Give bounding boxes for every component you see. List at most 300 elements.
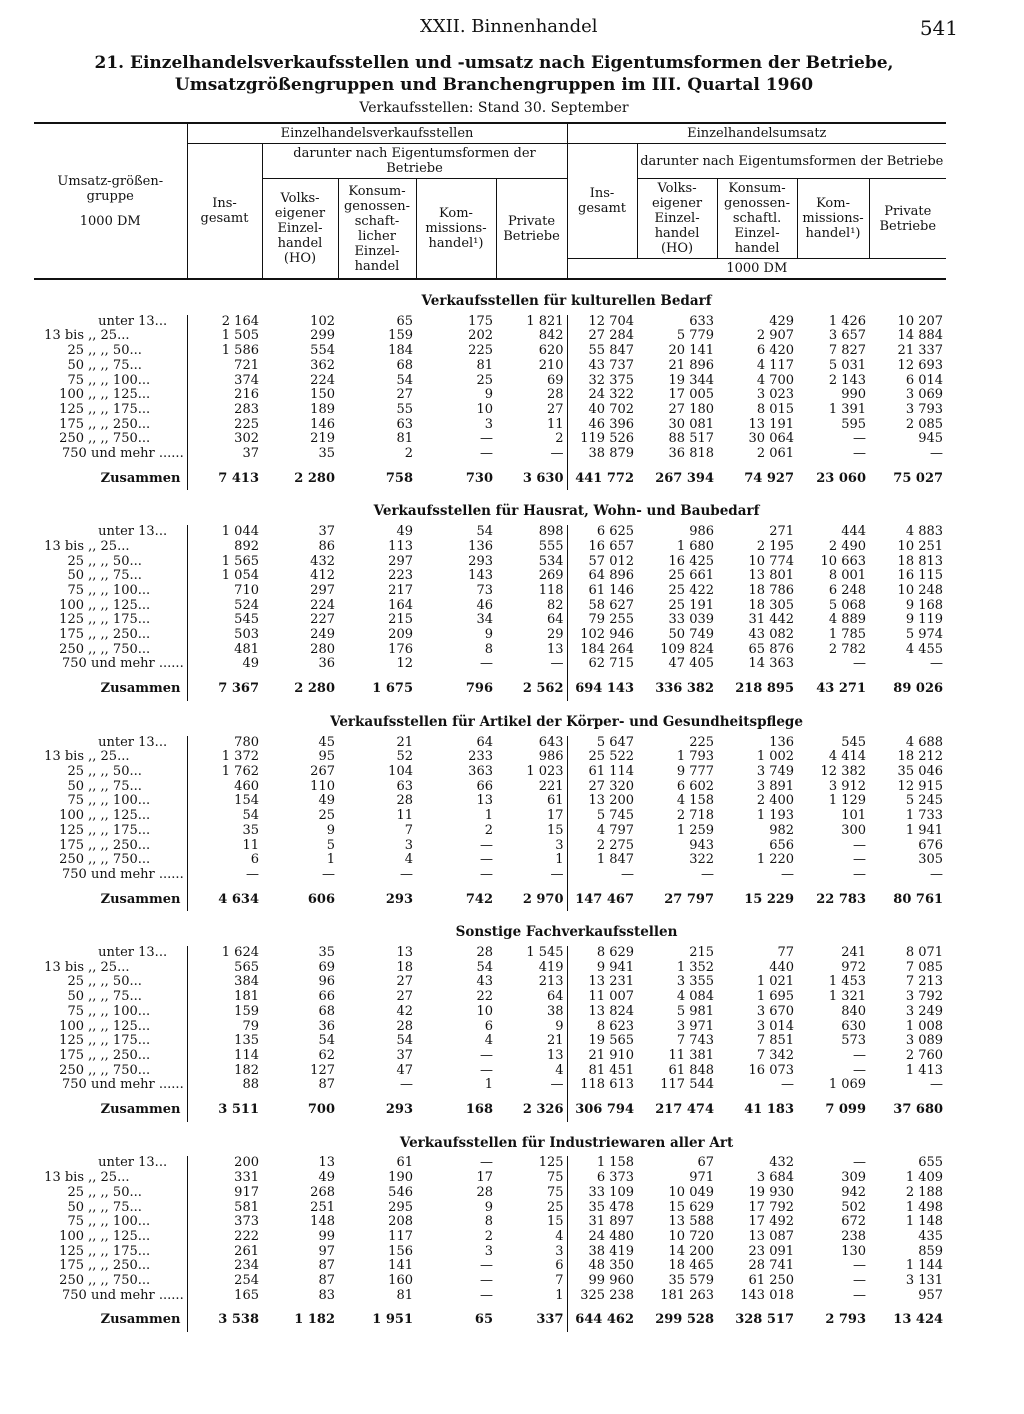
- table-cell: 104: [388, 763, 413, 779]
- table-row: [34, 1034, 946, 1049]
- table-cell: 595: [841, 416, 867, 432]
- table-cell: 373: [187, 1215, 262, 1230]
- table-cell: 182: [187, 1064, 262, 1079]
- table-cell: 225: [468, 343, 493, 359]
- table-row: [34, 359, 946, 374]
- table-cell: 840: [841, 1003, 867, 1019]
- table-cell: 17 492: [748, 1214, 795, 1230]
- page-header: [0, 8, 1024, 42]
- table-cell: 1 144: [905, 1258, 944, 1274]
- table-cell: 8 071: [905, 945, 944, 961]
- table-cell: 503: [187, 628, 262, 643]
- table-cell: 432: [310, 553, 335, 569]
- total-cell: 2 562: [522, 681, 564, 697]
- size-group-to: ......: [158, 866, 184, 882]
- size-group-to: ,, ,, 100...: [88, 582, 151, 598]
- table-cell: 1 352: [676, 959, 715, 975]
- table-cell: —: [480, 656, 493, 672]
- size-group-to: ,, ,, 125...: [88, 1018, 151, 1034]
- table-cell: 331: [187, 1171, 262, 1186]
- table-cell: 54: [187, 809, 262, 824]
- table-cell: 12 915: [897, 778, 944, 794]
- table-cell: 221: [538, 778, 564, 794]
- total-row: [34, 1093, 946, 1122]
- table-row: [34, 584, 946, 599]
- size-group-to: ,, 25...: [88, 328, 130, 344]
- table-cell: 656: [769, 837, 795, 853]
- size-group-label: [34, 359, 187, 374]
- table-cell: 234: [187, 1259, 262, 1274]
- size-group-label: [34, 736, 187, 751]
- table-cell: 10: [476, 401, 493, 417]
- table-cell: 35 046: [897, 763, 944, 779]
- size-group-label: [34, 374, 187, 389]
- size-group-label: [34, 750, 187, 765]
- table-cell: 780: [187, 736, 262, 751]
- table-cell: 573: [841, 1033, 867, 1049]
- size-group-from: unter: [98, 734, 134, 750]
- total-cell: 694 143: [567, 672, 637, 701]
- table-cell: 859: [918, 1243, 944, 1259]
- table-row: [34, 1201, 946, 1216]
- table-cell: 47: [396, 1062, 413, 1078]
- table-cell: 1 148: [905, 1214, 944, 1230]
- table-cell: 5 068: [828, 597, 867, 613]
- total-cell: 7 413: [187, 462, 262, 491]
- table-cell: 1 193: [756, 808, 795, 824]
- table-cell: 1 002: [756, 749, 795, 765]
- size-group-to: 13...: [138, 524, 168, 540]
- size-group-label: [34, 1274, 187, 1289]
- table-cell: 13 200: [567, 794, 637, 809]
- table-cell: 10 663: [820, 553, 867, 569]
- total-cell: 328 517: [735, 1312, 795, 1328]
- table-cell: 297: [388, 553, 413, 569]
- table-cell: 1 941: [905, 822, 944, 838]
- size-group-from: 250: [59, 1062, 84, 1078]
- table-cell: 721: [187, 359, 262, 374]
- table-cell: 37: [187, 447, 262, 462]
- table-cell: 102: [310, 313, 335, 329]
- table-cell: —: [853, 1287, 867, 1303]
- table-row: [34, 613, 946, 628]
- table-cell: 545: [841, 734, 867, 750]
- total-cell: 2 970: [522, 891, 564, 907]
- table-cell: 66: [318, 989, 335, 1005]
- table-cell: 21 337: [897, 343, 944, 359]
- size-group-to: ,, ,, 250...: [88, 837, 151, 853]
- table-row: [34, 374, 946, 389]
- table-cell: 222: [187, 1230, 262, 1245]
- table-row: [34, 525, 946, 540]
- table-cell: 33 109: [567, 1186, 637, 1201]
- table-row: [34, 824, 946, 839]
- size-group-to: ,, ,, 75...: [88, 357, 142, 373]
- table-cell: —: [930, 656, 944, 672]
- table-cell: 25: [546, 1199, 564, 1215]
- size-group-to: ,, 25...: [88, 1170, 130, 1186]
- table-cell: 43 082: [748, 627, 795, 643]
- size-group-from: unter: [98, 313, 134, 329]
- table-cell: 61 114: [567, 765, 637, 780]
- table-cell: 27 180: [668, 401, 715, 417]
- table-cell: 384: [187, 975, 262, 990]
- table-cell: 10 720: [668, 1228, 715, 1244]
- table-cell: 295: [388, 1199, 413, 1215]
- table-cell: 6 420: [756, 343, 795, 359]
- total-cell: 306 794: [567, 1093, 637, 1122]
- size-group-from: 175: [59, 627, 84, 643]
- table-cell: 555: [538, 538, 564, 554]
- table-row: [34, 1049, 946, 1064]
- table-cell: 28: [546, 387, 564, 403]
- table-cell: 297: [310, 582, 335, 598]
- table-cell: 3 749: [756, 763, 795, 779]
- table-cell: 1 793: [676, 749, 715, 765]
- table-cell: 1: [326, 852, 335, 868]
- table-cell: 55 847: [567, 344, 637, 359]
- table-cell: 3 670: [756, 1003, 795, 1019]
- table-cell: —: [781, 1077, 795, 1093]
- table-cell: 13 588: [668, 1214, 715, 1230]
- table-cell: 18 305: [748, 597, 795, 613]
- table-cell: 444: [841, 524, 867, 540]
- table-cell: 159: [388, 328, 413, 344]
- table-cell: 127: [310, 1062, 335, 1078]
- table-cell: 66: [476, 778, 493, 794]
- stores-konsum-header: Konsum-genossen-schaft-licher Einzel-handel: [338, 179, 416, 280]
- table-cell: 18 786: [748, 582, 795, 598]
- total-cell: 2 280: [294, 470, 335, 486]
- table-cell: 117: [388, 1228, 413, 1244]
- size-group-from: 50: [67, 1199, 84, 1215]
- size-group-from: 50: [67, 778, 84, 794]
- table-cell: 13: [546, 1047, 564, 1063]
- size-group-label: [34, 447, 187, 462]
- table-cell: 14 884: [897, 328, 944, 344]
- table-row: [34, 1020, 946, 1035]
- table-cell: 27 284: [567, 329, 637, 344]
- table-cell: 17 005: [668, 387, 715, 403]
- table-cell: 12 704: [567, 315, 637, 330]
- size-group-label: [34, 1064, 187, 1079]
- table-cell: 65 876: [748, 641, 795, 657]
- size-group-to: ,, ,, 50...: [88, 553, 142, 569]
- table-cell: 8 623: [567, 1020, 637, 1035]
- table-cell: 11 381: [668, 1047, 715, 1063]
- table-cell: 15: [546, 822, 564, 838]
- table-cell: 942: [841, 1184, 867, 1200]
- table-cell: 982: [769, 822, 795, 838]
- size-group-label: [34, 1186, 187, 1201]
- table-cell: 35: [318, 446, 335, 462]
- size-group-label: [34, 1201, 187, 1216]
- size-group-to: ,, ,, 175...: [88, 401, 151, 417]
- table-cell: 68: [318, 1003, 335, 1019]
- table-cell: 34: [476, 612, 493, 628]
- size-group-to: 13...: [138, 313, 168, 329]
- sales-ho-header: Volks-eigener Einzel-handel (HO): [637, 179, 717, 259]
- table-cell: 4: [404, 852, 413, 868]
- table-row: [34, 628, 946, 643]
- total-cell: 2 793: [825, 1312, 867, 1328]
- table-cell: —: [853, 656, 867, 672]
- size-group-to: ,, ,, 75...: [88, 1199, 142, 1215]
- total-cell: 41 183: [744, 1102, 795, 1118]
- table-cell: 29: [546, 627, 564, 643]
- table-cell: 181: [187, 990, 262, 1005]
- table-cell: 299: [310, 328, 335, 344]
- size-group-to: ,, ,, 250...: [88, 416, 151, 432]
- table-cell: 30 064: [748, 431, 795, 447]
- size-group-label: [34, 794, 187, 809]
- table-cell: 210: [538, 357, 564, 373]
- table-cell: 189: [310, 401, 335, 417]
- table-cell: 362: [310, 357, 335, 373]
- table-cell: —: [480, 431, 493, 447]
- table-cell: 61: [546, 793, 564, 809]
- table-cell: 6: [187, 853, 262, 868]
- table-cell: 620: [538, 343, 564, 359]
- table-cell: —: [480, 1258, 493, 1274]
- table-row: [34, 765, 946, 780]
- table-cell: 9: [484, 387, 493, 403]
- table-cell: 33 039: [668, 612, 715, 628]
- table-cell: 87: [318, 1258, 335, 1274]
- table-cell: 87: [318, 1273, 335, 1289]
- table-cell: 8: [484, 1214, 493, 1230]
- table-cell: 25 661: [668, 568, 715, 584]
- total-row: [34, 462, 946, 491]
- table-cell: 2 085: [905, 416, 944, 432]
- table-cell: 12 382: [820, 763, 867, 779]
- size-group-label: [34, 824, 187, 839]
- table-cell: 135: [187, 1034, 262, 1049]
- table-cell: 42: [396, 1003, 413, 1019]
- table-cell: 990: [841, 387, 867, 403]
- size-group-to: ,, 25...: [88, 749, 130, 765]
- size-group-to: ,, ,, 250...: [88, 627, 151, 643]
- size-group-label: [34, 961, 187, 976]
- table-cell: 1 129: [828, 793, 867, 809]
- table-cell: 8 015: [756, 401, 795, 417]
- table-cell: 2 195: [756, 538, 795, 554]
- total-cell: 80 761: [893, 891, 944, 907]
- table-cell: 7: [555, 1273, 564, 1289]
- size-group-label: [34, 1020, 187, 1035]
- table-cell: —: [480, 1062, 493, 1078]
- table-row: [34, 794, 946, 809]
- size-group-to: ,, ,, 175...: [88, 1243, 151, 1259]
- size-group-to: ,, ,, 100...: [88, 372, 151, 388]
- table-cell: 4: [555, 1062, 564, 1078]
- size-group-label: [34, 584, 187, 599]
- size-group-to: ......: [158, 656, 184, 672]
- table-cell: 154: [187, 794, 262, 809]
- table-cell: 945: [918, 431, 944, 447]
- section-title: Sonstige Fachverkaufsstellen: [455, 924, 678, 941]
- table-row: [34, 750, 946, 765]
- table-cell: —: [550, 446, 564, 462]
- table-cell: 75: [546, 1170, 564, 1186]
- size-group-label: [34, 780, 187, 795]
- table-cell: 4 797: [567, 824, 637, 839]
- table-cell: 2: [404, 446, 413, 462]
- table-cell: 217: [388, 582, 413, 598]
- table-cell: —: [853, 1062, 867, 1078]
- total-cell: 441 772: [567, 462, 637, 491]
- table-cell: 119 526: [567, 432, 637, 447]
- table-cell: 62: [318, 1047, 335, 1063]
- table-cell: 1 054: [187, 569, 262, 584]
- table-cell: 130: [841, 1243, 867, 1259]
- table-row: [34, 329, 946, 344]
- table-cell: 50 749: [668, 627, 715, 643]
- table-cell: 143 018: [740, 1287, 795, 1303]
- table-cell: 9 119: [905, 612, 944, 628]
- table-cell: 432: [769, 1155, 795, 1171]
- stores-ho-header: Volks-eigener Einzel-handel (HO): [262, 179, 338, 280]
- table-cell: 943: [689, 837, 715, 853]
- size-group-from: 25: [67, 1184, 84, 1200]
- table-cell: 88 517: [668, 431, 715, 447]
- table-cell: 159: [187, 1005, 262, 1020]
- table-cell: 35 478: [567, 1201, 637, 1216]
- table-cell: 156: [388, 1243, 413, 1259]
- table-cell: 1 545: [526, 945, 564, 961]
- table-cell: 9 777: [676, 763, 715, 779]
- stores-private-header: Private Betriebe: [496, 179, 567, 280]
- size-group-label: [34, 990, 187, 1005]
- size-group-label: [34, 432, 187, 447]
- size-group-from: 125: [59, 1033, 84, 1049]
- table-cell: 14 363: [748, 656, 795, 672]
- table-row: [34, 657, 946, 672]
- chapter-title: XXII. Binnenhandel: [420, 16, 598, 37]
- table-cell: 4: [484, 1033, 493, 1049]
- size-group-to: 13...: [138, 945, 168, 961]
- table-cell: —: [853, 1258, 867, 1274]
- size-group-to: ,, ,, 75...: [88, 568, 142, 584]
- size-group-to: ,, ,, 50...: [88, 763, 142, 779]
- table-cell: 81 451: [567, 1064, 637, 1079]
- table-cell: 1 453: [828, 974, 867, 990]
- table-cell: 61 146: [567, 584, 637, 599]
- size-group-from: 175: [59, 1258, 84, 1274]
- table-cell: 6 602: [676, 778, 715, 794]
- total-cell: 700: [307, 1102, 335, 1118]
- table-cell: 4 889: [828, 612, 867, 628]
- total-row: [34, 672, 946, 701]
- size-group-from: unter: [98, 1155, 134, 1171]
- size-group-label: [34, 853, 187, 868]
- table-cell: —: [930, 866, 944, 882]
- table-cell: 37: [396, 1047, 413, 1063]
- table-cell: 8 629: [567, 946, 637, 961]
- table-cell: 1 158: [567, 1156, 637, 1171]
- table-cell: 88: [187, 1078, 262, 1093]
- table-cell: 81: [396, 431, 413, 447]
- table-cell: 27: [396, 989, 413, 1005]
- table-cell: 102 946: [567, 628, 637, 643]
- size-group-label: [34, 599, 187, 614]
- total-cell: 3 538: [187, 1303, 262, 1332]
- table-cell: 49: [187, 657, 262, 672]
- table-cell: 10: [476, 1003, 493, 1019]
- table-cell: 21 910: [567, 1049, 637, 1064]
- table-cell: 2 718: [676, 808, 715, 824]
- table-cell: 1 847: [567, 853, 637, 868]
- table-cell: 118 613: [567, 1078, 637, 1093]
- total-cell: 337: [536, 1312, 564, 1328]
- table-cell: 114: [187, 1049, 262, 1064]
- table-cell: 5 974: [905, 627, 944, 643]
- table-cell: 5 031: [828, 357, 867, 373]
- table-cell: 63: [396, 416, 413, 432]
- table-row: [34, 569, 946, 584]
- table-cell: 219: [310, 431, 335, 447]
- size-group-from: 13 bis: [44, 749, 84, 765]
- table-cell: 223: [388, 568, 413, 584]
- table-cell: 48 350: [567, 1259, 637, 1274]
- table-cell: —: [853, 431, 867, 447]
- table-cell: 4 117: [756, 357, 795, 373]
- table-cell: 1 023: [526, 763, 564, 779]
- table-cell: —: [853, 852, 867, 868]
- table-cell: 3 971: [676, 1018, 715, 1034]
- table-cell: —: [400, 866, 413, 882]
- table-cell: 164: [388, 597, 413, 613]
- table-cell: 5 981: [676, 1003, 715, 1019]
- table-cell: 54: [396, 372, 413, 388]
- table-cell: 241: [841, 945, 867, 961]
- size-group-to: ,, ,, 175...: [88, 612, 151, 628]
- table-cell: 11 007: [567, 990, 637, 1005]
- table-cell: —: [480, 837, 493, 853]
- total-row: [34, 1303, 946, 1332]
- table-cell: 3 089: [905, 1033, 944, 1049]
- table-cell: 655: [918, 1155, 944, 1171]
- size-group-to: ,, ,, 750...: [88, 852, 151, 868]
- table-cell: 6 014: [905, 372, 944, 388]
- size-group-from: 75: [67, 372, 84, 388]
- table-cell: 225: [187, 418, 262, 433]
- table-cell: 81: [476, 357, 493, 373]
- total-cell: 742: [465, 891, 493, 907]
- table-cell: —: [550, 1077, 564, 1093]
- stores-total-header: Ins-gesamt: [187, 144, 262, 280]
- table-cell: 35: [318, 945, 335, 961]
- table-cell: 190: [388, 1170, 413, 1186]
- table-cell: 412: [310, 568, 335, 584]
- total-cell: 74 927: [744, 470, 795, 486]
- table-cell: 1: [555, 852, 564, 868]
- table-cell: 23 091: [748, 1243, 795, 1259]
- table-cell: 215: [689, 945, 715, 961]
- size-group-label: [34, 540, 187, 555]
- table-cell: 1 021: [756, 974, 795, 990]
- table-cell: 435: [918, 1228, 944, 1244]
- size-group-label: [34, 344, 187, 359]
- size-group-to: 13...: [138, 1155, 168, 1171]
- table-cell: 8: [484, 641, 493, 657]
- total-cell: 27 797: [664, 891, 715, 907]
- table-cell: 58 627: [567, 599, 637, 614]
- total-label: Zusammen: [100, 470, 181, 486]
- table-cell: —: [930, 1077, 944, 1093]
- section-title-row: [34, 279, 946, 315]
- size-group-from: 75: [67, 1214, 84, 1230]
